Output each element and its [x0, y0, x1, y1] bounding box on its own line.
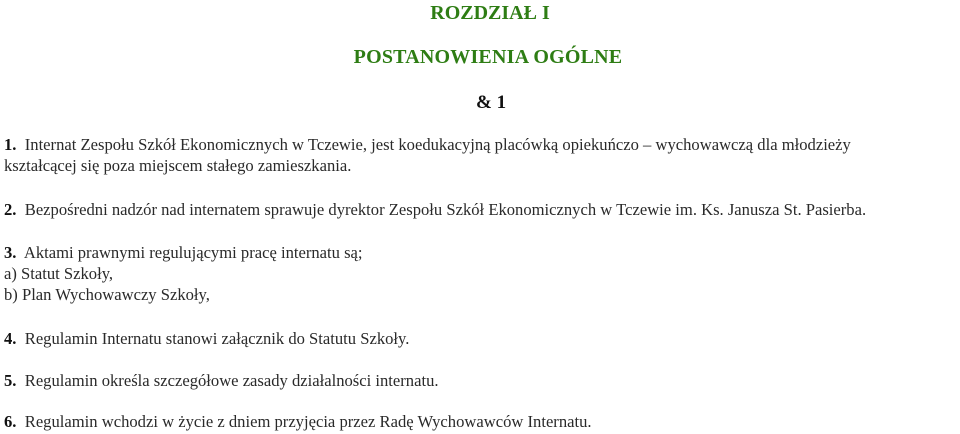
list-item-a: a) Statut Szkoły, [4, 264, 114, 283]
paragraph-3 [4, 242, 954, 305]
paragraph-4 [4, 328, 954, 349]
paragraph-1-line-1 [4, 134, 954, 155]
chapter-title: ROZDZIAŁ I [430, 2, 550, 24]
paragraph-number: 6. [4, 412, 17, 431]
paragraph-1 [4, 134, 954, 176]
paragraph-5 [4, 370, 954, 391]
paragraph-number: 5. [4, 371, 17, 390]
list-item-b: b) Plan Wychowawczy Szkoły, [4, 285, 210, 304]
paragraph-number: 1. [4, 135, 17, 154]
paragraph-text: Regulamin Internatu stanowi załącznik do Statutu Szkoły. [24, 329, 410, 348]
paragraph-6 [4, 411, 954, 432]
section-mark: & 1 [476, 92, 507, 113]
paragraph-text: Regulamin określa szczegółowe zasady działalności internatu. [24, 371, 439, 390]
paragraph-number: 3. [4, 243, 17, 262]
paragraph-2 [4, 199, 954, 220]
paragraph-text: Internat Zespołu Szkół Ekonomicznych w Tczewie, jest koedukacyjną placówką opiekuńczo – wychowawczą dla młodzieży [24, 135, 851, 154]
paragraph-1-line-2: kształcącej się poza miejscem stałego zamieszkania. [4, 156, 352, 175]
paragraph-number: 4. [4, 329, 17, 348]
paragraph-text: Bezpośredni nadzór nad internatem sprawuje dyrektor Zespołu Szkół Ekonomicznych w Tczewie im. Ks. Janusza St. Pasierba. [24, 200, 867, 219]
paragraph-text: Aktami prawnymi regulującymi pracę internatu są; [23, 243, 363, 262]
chapter-subtitle: POSTANOWIENIA OGÓLNE [353, 46, 623, 68]
paragraph-text: Regulamin wchodzi w życie z dniem przyjęcia przez Radę Wychowawców Internatu. [24, 412, 592, 431]
paragraph-number: 2. [4, 200, 17, 219]
